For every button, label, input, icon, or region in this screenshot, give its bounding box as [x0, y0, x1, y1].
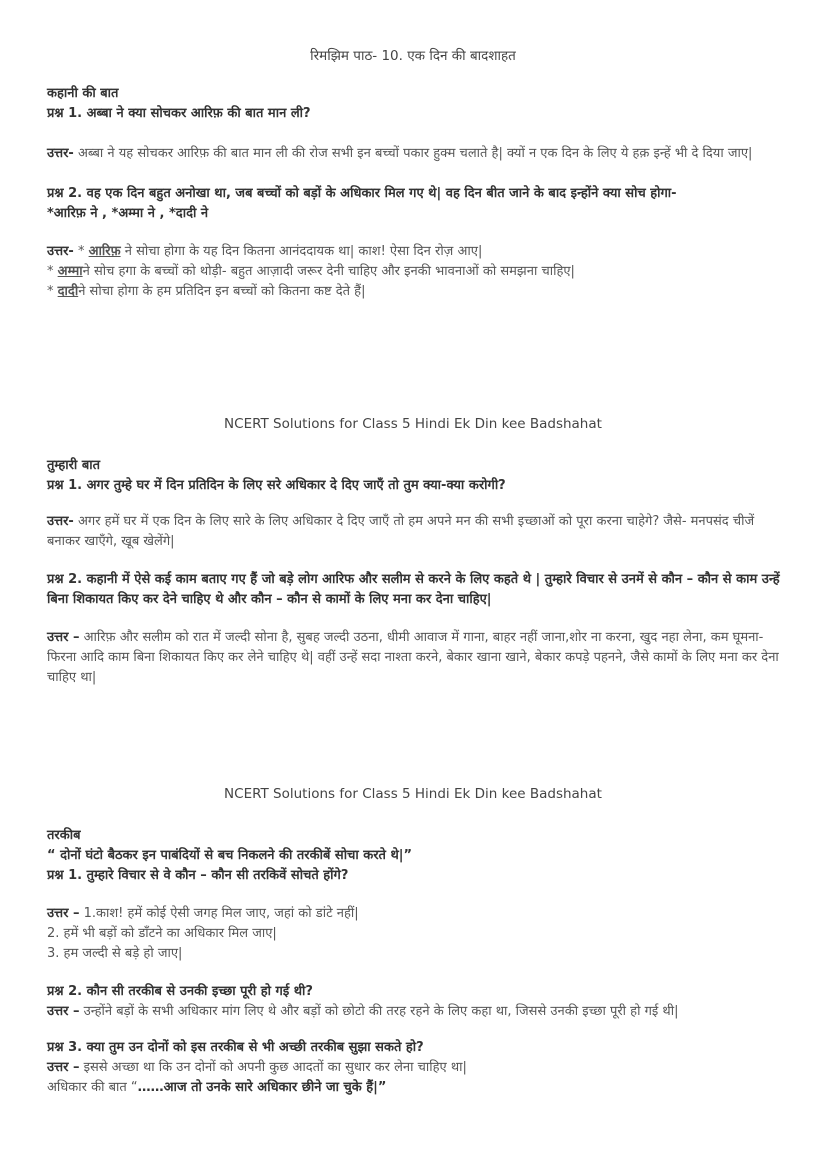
section-tarkeeb	[47, 826, 786, 1098]
section-heading: तरकीब	[47, 828, 81, 843]
answer-text: अगर हमें घर में एक दिन के लिए सारे के लिए अधिकार दे दिए जाएँ तो हम अपने मन की सभी इच्छाओं को पूरा करना चाहेगे? जैसे- मनपसंद चीजें बनाकर खाएँगे, खूब खेलेंगे|	[47, 514, 755, 549]
name-dadi: दादी	[57, 284, 79, 299]
answer-2-line-3	[47, 282, 786, 302]
answer-label: उत्तर –	[47, 1060, 80, 1075]
answer-text: ने सोचा होगा के यह दिन कितना आनंददायक था| काश! ऐसा दिन रोज़ आए|	[120, 244, 483, 259]
section-tumhari	[47, 456, 786, 688]
answer-label: उत्तर-	[47, 244, 74, 259]
footer-line-1: NCERT Solutions for Class 5 Hindi Ek Din kee Badshahat	[224, 416, 602, 432]
answer-1	[47, 144, 786, 164]
answer-label: उत्तर –	[47, 630, 80, 645]
answer-text: अब्बा ने यह सोचकर आरिफ़ की बात मान ली की रोज सभी इन बच्चों पकार हुक्म चलाते है| क्यों न एक दिन के लिए ये हक़ इन्हें भी दे दिया जाए|	[73, 146, 753, 161]
question-2-list: *आरिफ़ ने , *अम्मा ने , *दादी ने	[47, 206, 209, 221]
footer-line-2: NCERT Solutions for Class 5 Hindi Ek Din kee Badshahat	[224, 786, 602, 802]
question-1: प्रश्न 1. तुम्हारे विचार से वे कौन – कौन सी तरकिवें सोचते होंगे?	[47, 868, 349, 883]
answer-1	[47, 512, 786, 552]
name-amma: अम्मा	[57, 264, 83, 279]
question-3: प्रश्न 3. क्या तुम उन दोनों को इस तरकीब से भी अच्छी तरकीब सुझा सकते हो?	[47, 1040, 424, 1055]
answer-label: उत्तर –	[47, 1004, 80, 1019]
answer-label: उत्तर-	[47, 514, 74, 529]
answer-label: उत्तर-	[47, 146, 74, 161]
answer-2-line-1	[47, 242, 786, 262]
answer-text: आरिफ़ और सलीम को रात में जल्दी सोना है, सुबह जल्दी उठना, धीमी आवाज में गाना, बाहर नहीं जाना,शोर ना करना, खुद नहा लेना, कम घूमना-फिरना आदि काम बिना शिकायत किए कर लेने चाहिए थे| वहीं उन्हें सदा नाश्ता करने, बेकार खाना खाने, बेकार कपड़े पहनने, जैसे कामों के लिए मना कर देना चाहिए था|	[47, 630, 779, 685]
answer-3	[47, 1058, 786, 1078]
closing-line	[47, 1078, 786, 1098]
closing-prefix: अधिकार की बात “	[47, 1080, 138, 1095]
question-2: प्रश्न 2. कौन सी तरकीब से उनकी इच्छा पूरी हो गई थी?	[47, 984, 313, 999]
answer-text: इससे अच्छा था कि उन दोनों को अपनी कुछ आदतों का सुधार कर लेना चाहिए था|	[79, 1060, 467, 1075]
page-title: रिमझिम पाठ- 10. एक दिन की बादशाहत	[310, 48, 516, 64]
answer-2-line-2	[47, 262, 786, 282]
section-kahani	[47, 84, 786, 302]
bullet: *	[47, 264, 58, 279]
closing-bold: ……आज तो उनके सारे अधिकार छीने जा चुके हैं|”	[137, 1080, 387, 1095]
name-arif: आरिफ़	[88, 244, 121, 259]
question-1: प्रश्न 1. अगर तुम्हे घर में दिन प्रतिदिन के लिए सरे अधिकार दे दिए जाएँ तो तुम क्या-क्या करोगी?	[47, 478, 506, 493]
answer-text: ने सोचा होगा के हम प्रतिदिन इन बच्चों को कितना कष्ट देते हैं|	[78, 284, 366, 299]
quote: “ दोनों घंटो बैठकर इन पाबंदियों से बच निकलने की तरकीबें सोचा करते थे|”	[47, 848, 413, 863]
answer-text: ने सोच हगा के बच्चों को थोड़ी- बहुत आज़ादी जरूर देनी चाहिए और इनकी भावनाओं को समझना चाहिए|	[82, 264, 575, 279]
answer-1-line-1	[47, 904, 786, 924]
answer-text: उन्होंने बड़ों के सभी अधिकार मांग लिए थे और बड़ों को छोटो की तरह रहने के लिए कहा था, जिससे उनकी इच्छा पूरी हो गई थी|	[79, 1004, 679, 1019]
answer-1-line-2: 2. हमें भी बड़ों को डाँटने का अधिकार मिल जाए|	[47, 926, 277, 941]
section-heading: कहानी की बात	[47, 86, 119, 101]
bullet: *	[73, 244, 89, 259]
question-2: प्रश्न 2. कहानी में ऐसे कई काम बताए गए हैं जो बड़े लोग आरिफ और सलीम से करने के लिए कहते थे | तुम्हारे विचार से उनमें से कौन – कौन से काम उन्हें बिना शिकायत किए कर देने चाहिए थे और कौन – कौन से कामों के लिए मना कर देना चाहिए|	[47, 572, 780, 607]
answer-2	[47, 1002, 786, 1022]
answer-2	[47, 628, 786, 688]
question-1: प्रश्न 1. अब्बा ने क्या सोचकर आरिफ़ की बात मान ली?	[47, 106, 311, 121]
bullet: *	[47, 284, 58, 299]
answer-label: उत्तर –	[47, 906, 80, 921]
answer-1-line-3: 3. हम जल्दी से बड़े हो जाए|	[47, 946, 183, 961]
section-heading: तुम्हारी बात	[47, 458, 101, 473]
question-2: प्रश्न 2. वह एक दिन बहुत अनोखा था, जब बच्चों को बड़ों के अधिकार मिल गए थे| वह दिन बीत जाने के बाद इन्होंने क्या सोच होगा-	[47, 186, 677, 201]
answer-text: 1.काश! हमें कोई ऐसी जगह मिल जाए, जहां को डांटे नहीं|	[79, 906, 359, 921]
